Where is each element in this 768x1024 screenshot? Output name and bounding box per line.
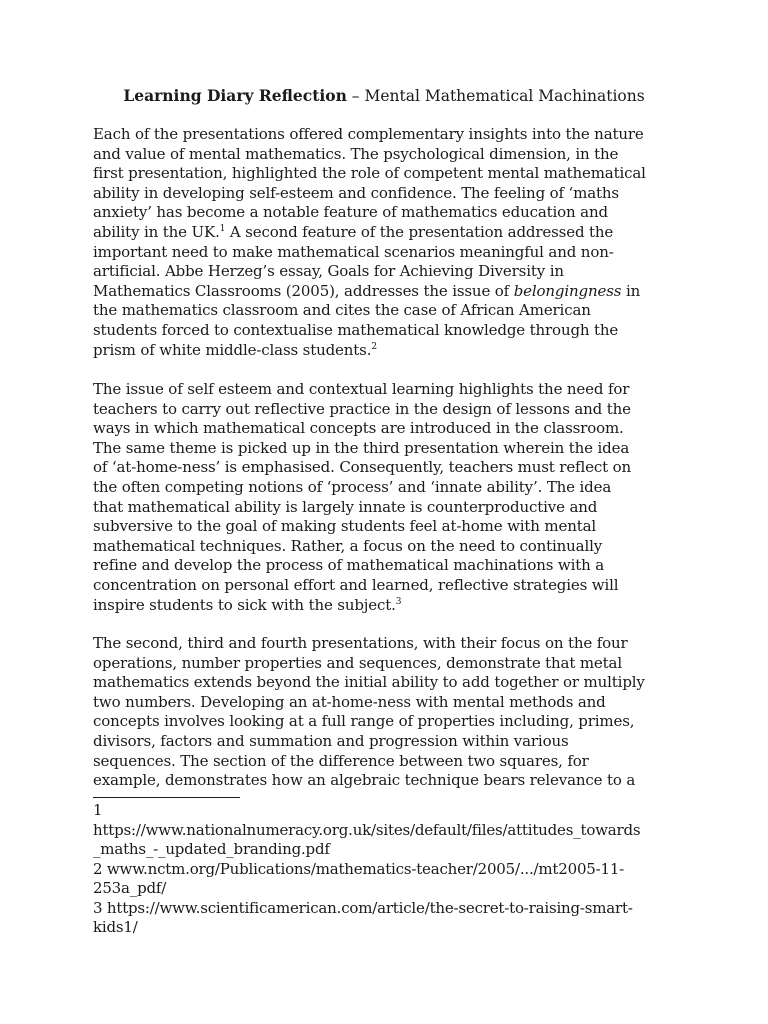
paragraph-line: mathematical techniques. Rather, a focus on the need to continually [93, 536, 603, 555]
paragraph-line: operations, number properties and sequences, demonstrate that metal [93, 653, 622, 672]
paragraph-line: and value of mental mathematics. The psychological dimension, in the [93, 144, 619, 163]
paragraph-line: that mathematical ability is largely innate is counterproductive and [93, 497, 598, 516]
paragraph-line: refine and develop the process of mathematical machinations with a [93, 556, 605, 575]
paragraph-3 [93, 634, 683, 791]
paragraph-line: ways in which mathematical concepts are introduced in the classroom. [93, 419, 624, 438]
paragraph-line: first presentation, highlighted the role of competent mental mathematical [93, 164, 646, 183]
paragraph-line [93, 282, 683, 302]
footnote-ref-1[interactable]: 1 [219, 223, 226, 234]
paragraph-line: of ‘at-home-ness’ is emphasised. Consequently, teachers must reflect on [93, 458, 631, 477]
paragraph-line: artificial. Abbe Herzeg’s essay, Goals for Achieving Diversity in [93, 262, 564, 281]
paragraph-line: students forced to contextualise mathematical knowledge through the [93, 320, 619, 339]
title-subtitle: – Mental Mathematical Machinations [346, 87, 645, 105]
paragraph-line: the often competing notions of ‘process’ and ‘innate ability’. The idea [93, 477, 612, 496]
text-run: in [621, 281, 641, 300]
text-run: Mathematics Classrooms (2005), addresses the issue of [93, 281, 514, 300]
paragraph-line: important need to make mathematical scenarios meaningful and non- [93, 242, 614, 261]
emphasis-belongingness: belongingness [513, 281, 622, 300]
paragraph-line: Each of the presentations offered complementary insights into the nature [93, 125, 644, 143]
paragraph-line: The second, third and fourth presentations, with their focus on the four [93, 634, 628, 652]
paragraph-line: mathematics extends beyond the initial ability to add together or multiply [93, 673, 645, 692]
paragraph-line: divisors, factors and summation and progression within various [93, 731, 569, 750]
paragraph-line: ability in developing self-esteem and confidence. The feeling of ‘maths [93, 183, 619, 202]
paragraph-line: anxiety’ has become a notable feature of mathematics education and [93, 203, 608, 222]
footnote-line: 1 [93, 801, 103, 819]
paragraph-2 [93, 380, 683, 615]
footnote-divider [93, 797, 240, 798]
footnote-ref-3[interactable]: 3 [395, 596, 402, 607]
document-title [0, 86, 768, 106]
footnote-ref-2[interactable]: 2 [371, 341, 377, 352]
paragraph-line: The issue of self esteem and contextual learning highlights the need for [93, 380, 630, 398]
paragraph-line: teachers to carry out reflective practice in the design of lessons and the [93, 399, 631, 418]
title-bold: Learning Diary Reflection [123, 86, 347, 105]
footnotes [93, 801, 683, 938]
footnote-link[interactable]: 253a_pdf/ [93, 879, 167, 897]
footnote-link[interactable]: https://www.nationalnumeracy.org.uk/sites/default/files/attitudes_towards [93, 820, 641, 839]
paragraph-line: sequences. The section of the difference between two squares, for [93, 751, 589, 770]
footnote-link[interactable]: 3 https://www.scientificamerican.com/article/the-secret-to-raising-smart- [93, 898, 633, 917]
text-run: ability in the UK. [93, 222, 220, 241]
paragraph-line [93, 341, 683, 361]
footnote-link[interactable]: kids1/ [93, 918, 138, 936]
paragraph-line [93, 223, 683, 243]
paragraph-line: example, demonstrates how an algebraic technique bears relevance to a [93, 771, 636, 790]
paragraph-line: The same theme is picked up in the third presentation wherein the idea [93, 438, 630, 457]
paragraph-line: two numbers. Developing an at-home-ness with mental methods and [93, 692, 606, 711]
paragraph-1 [93, 125, 683, 360]
footnote-link[interactable]: 2 www.nctm.org/Publications/mathematics-teacher/2005/.../mt2005-11- [93, 859, 625, 878]
text-run: A second feature of the presentation addressed the [225, 222, 614, 241]
footnote-link[interactable]: _maths_-_updated_branding.pdf [93, 840, 330, 858]
paragraph-line: concepts involves looking at a full range of properties including, primes, [93, 712, 635, 731]
paragraph-line: the mathematics classroom and cites the case of African American [93, 301, 591, 320]
text-run: prism of white middle-class students. [93, 340, 372, 359]
text-run: inspire students to sick with the subject. [93, 595, 396, 614]
paragraph-line: subversive to the goal of making students feel at-home with mental [93, 517, 597, 536]
paragraph-line [93, 596, 683, 616]
paragraph-line: concentration on personal effort and learned, reflective strategies will [93, 575, 619, 594]
